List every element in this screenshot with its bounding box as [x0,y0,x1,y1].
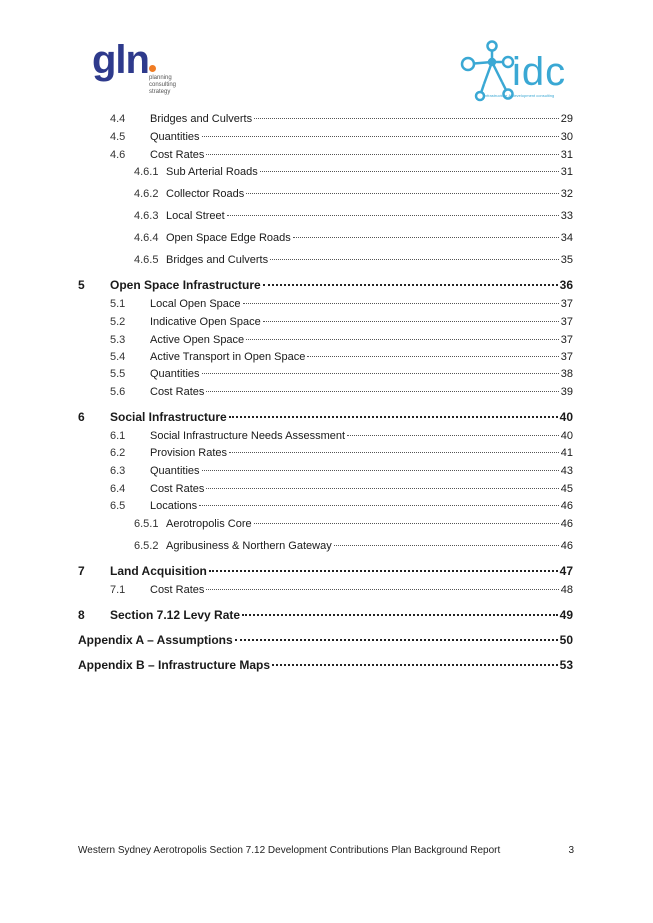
toc-entry-6-1[interactable]: 6.1 Social Infrastructure Needs Assessment 40 [110,430,573,442]
toc-entry-6[interactable]: 6 Social Infrastructure 40 [78,410,573,424]
toc-entry-6-5-1[interactable]: 6.5.1 Aerotropolis Core 46 [134,518,573,530]
toc-entry-6-3[interactable]: 6.3 Quantities 43 [110,465,573,477]
toc-entry-5-5[interactable]: 5.5 Quantities 38 [110,368,573,380]
idc-logo [456,38,581,104]
toc-entry-appendix-b[interactable]: Appendix B – Infrastructure Maps 53 [78,658,573,672]
gln-logo-dot [149,65,156,72]
gln-logo [92,40,202,102]
toc-entry-5-3[interactable]: 5.3 Active Open Space 37 [110,334,573,346]
toc-entry-4-6-3[interactable]: 4.6.3 Local Street 33 [134,210,573,222]
toc-entry-appendix-a[interactable]: Appendix A – Assumptions 50 [78,633,573,647]
idc-logo-word: idc [512,50,567,94]
toc-entry-7-1[interactable]: 7.1 Cost Rates 48 [110,584,573,596]
toc-entry-6-2[interactable]: 6.2 Provision Rates 41 [110,447,573,459]
toc-entry-4-6-5[interactable]: 4.6.5 Bridges and Culverts 35 [134,254,573,266]
toc-entry-4-6-2[interactable]: 4.6.2 Collector Roads 32 [134,188,573,200]
toc-entry-5-2[interactable]: 5.2 Indicative Open Space 37 [110,316,573,328]
toc-entry-4-4[interactable]: 4.4 Bridges and Culverts 29 [110,113,573,125]
page-footer [78,845,574,856]
gln-logo-word: gln [92,38,149,82]
toc-entry-8[interactable]: 8 Section 7.12 Levy Rate 49 [78,608,573,622]
idc-logo-tagline: infrastructure & development consulting [484,93,555,98]
toc-entry-5[interactable]: 5 Open Space Infrastructure 36 [78,278,573,292]
toc-entry-5-6[interactable]: 5.6 Cost Rates 39 [110,386,573,398]
toc-entry-6-5-2[interactable]: 6.5.2 Agribusiness & Northern Gateway 46 [134,540,573,552]
toc-entry-5-1[interactable]: 5.1 Local Open Space 37 [110,298,573,310]
toc-entry-6-5[interactable]: 6.5 Locations 46 [110,500,573,512]
toc-entry-4-6-1[interactable]: 4.6.1 Sub Arterial Roads 31 [134,166,573,178]
toc-entry-5-4[interactable]: 5.4 Active Transport in Open Space 37 [110,351,573,363]
toc-entry-4-6-4[interactable]: 4.6.4 Open Space Edge Roads 34 [134,232,573,244]
footer-title: Western Sydney Aerotropolis Section 7.12 Development Contributions Plan Background Report [78,845,501,856]
toc-entry-4-5[interactable]: 4.5 Quantities 30 [110,131,573,143]
gln-logo-tagline: planning consulting strategy [149,75,177,95]
toc-entry-7[interactable]: 7 Land Acquisition 47 [78,564,573,578]
toc-entry-4-6[interactable]: 4.6 Cost Rates 31 [110,149,573,161]
toc-entry-6-4[interactable]: 6.4 Cost Rates 45 [110,483,573,495]
page-number: 3 [568,845,574,856]
